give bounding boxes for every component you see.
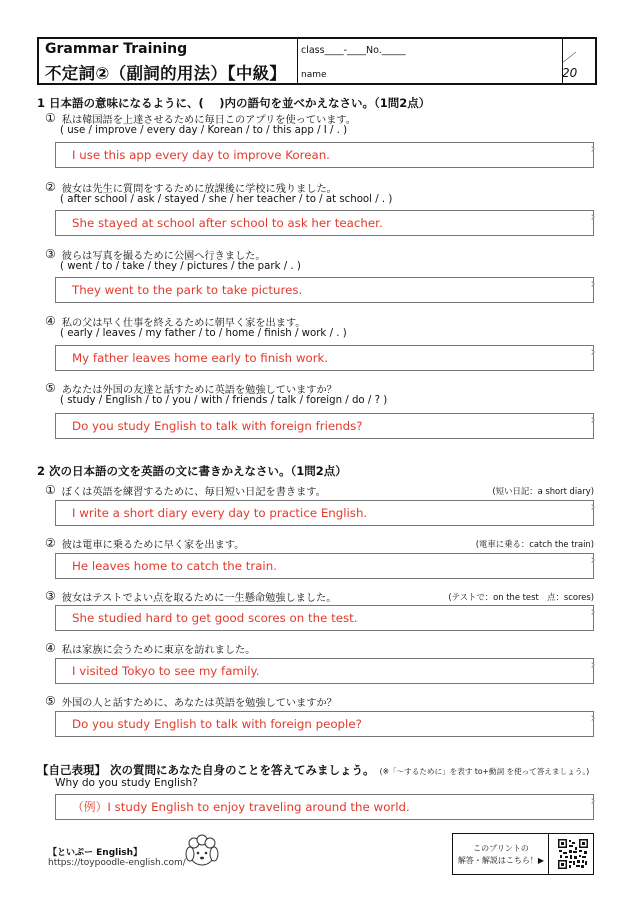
section3-note: (※「～するために」を表す to+動詞 を使って答えましょう。) bbox=[379, 767, 590, 776]
s1-q2-words: ( after school / ask / stayed / she / her teacher / to / at school / . ) bbox=[60, 194, 393, 205]
self-expression-question: Why do you study English? bbox=[55, 777, 198, 789]
number-badge: ④ bbox=[45, 641, 56, 655]
site-url[interactable]: https://toypoodle-english.com/ bbox=[48, 858, 186, 868]
name-label: name bbox=[301, 70, 327, 80]
score-cell bbox=[562, 39, 595, 83]
brand-name: 【といぷー English】 bbox=[48, 848, 143, 858]
class-name-cell bbox=[297, 39, 563, 83]
section3-heading-row bbox=[37, 759, 589, 778]
s1-q5-japanese: ⑤ あなたは外国の友達と話すために英語を勉強していますか？ bbox=[45, 381, 337, 396]
s2-q3-answer-box[interactable]: She studied hard to get good scores on the test. bbox=[55, 605, 594, 631]
s1-q2-japanese: ② 彼女は先生に質問をするために放課後に学校に残りました。 bbox=[45, 180, 337, 195]
s2-q5-japanese: ⑤ 外国の人と話すために、あなたは英語を勉強していますか？ bbox=[45, 694, 337, 709]
qr-code-icon[interactable] bbox=[557, 838, 589, 874]
number-badge: ⑤ bbox=[45, 694, 56, 708]
score-total: ／20 bbox=[562, 51, 578, 80]
s1-q3-japanese: ③ 彼らは写真を撮るために公園へ行きました。 bbox=[45, 247, 266, 262]
self-expression-answer-box[interactable]: （例）I study English to enjoy traveling around the world. bbox=[55, 794, 594, 820]
title-english: Grammar Training bbox=[45, 41, 188, 57]
number-badge: ② bbox=[45, 180, 56, 194]
poodle-icon bbox=[182, 834, 222, 872]
s2-q4-answer-box[interactable]: I visited Tokyo to see my family. bbox=[55, 658, 594, 684]
section3-heading: 【自己表現】 次の質問にあなた自身のことを答えてみましょう。 bbox=[37, 763, 375, 777]
class-number-label: class____-____No._____ bbox=[301, 45, 406, 56]
s2-q3-japanese: ③ 彼女はテストでよい点を取るために一生懸命勉強しました。 bbox=[45, 589, 337, 604]
number-badge: ④ bbox=[45, 314, 56, 328]
s1-q1-answer-box[interactable]: I use this app every day to improve Korean. bbox=[55, 142, 594, 168]
s2-q1-japanese: ① ぼくは英語を練習するために、毎日短い日記を書きます。 bbox=[45, 483, 326, 498]
number-badge: ⑤ bbox=[45, 381, 56, 395]
s1-q4-words: ( early / leaves / my father / to / home / finish / work / . ) bbox=[60, 328, 347, 339]
title-japanese: 不定詞②（副詞的用法）【中級】 bbox=[45, 64, 287, 83]
number-badge: ③ bbox=[45, 589, 56, 603]
s1-q4-japanese: ④ 私の父は早く仕事を終えるために朝早く家を出ます。 bbox=[45, 314, 306, 329]
s2-q2-japanese: ② 彼は電車に乗るために早く家を出ます。 bbox=[45, 536, 245, 551]
s1-q5-words: ( study / English / to / you / with / friends / talk / foreign / do / ? ) bbox=[60, 395, 388, 406]
s1-q5-answer-box[interactable]: Do you study English to talk with foreign friends? bbox=[55, 413, 594, 439]
worksheet-header bbox=[37, 37, 597, 85]
s2-q3-hint: (テストで：on the test 点：scores) bbox=[448, 592, 594, 602]
s2-q1-hint: (短い日記：a short diary) bbox=[492, 486, 594, 496]
number-badge: ① bbox=[45, 483, 56, 497]
number-badge: ② bbox=[45, 536, 56, 550]
s1-q4-answer-box[interactable]: My father leaves home early to finish work. bbox=[55, 345, 594, 371]
s2-q1-answer-box[interactable]: I write a short diary every day to practice English. bbox=[55, 500, 594, 526]
s2-q4-japanese: ④ 私は家族に会うために東京を訪れました。 bbox=[45, 641, 256, 656]
section2-heading: 2 次の日本語の文を英語の文に書きかえなさい。（1問2点） bbox=[37, 464, 347, 478]
s1-q3-words: ( went / to / take / they / pictures / the park / . ) bbox=[60, 261, 301, 272]
number-badge: ③ bbox=[45, 247, 56, 261]
title-cell bbox=[39, 39, 298, 83]
s1-q1-words: ( use / improve / every day / Korean / to / this app / I / . ) bbox=[60, 125, 348, 136]
answer-link-text: このプリントの 解答・解説はこちら！▶ bbox=[457, 844, 545, 865]
s1-q3-answer-box[interactable]: They went to the park to take pictures. bbox=[55, 277, 594, 303]
s2-q2-answer-box[interactable]: He leaves home to catch the train. bbox=[55, 553, 594, 579]
section1-heading: 1 日本語の意味になるように、( )内の語句を並べかえなさい。（1問2点） bbox=[37, 96, 431, 110]
s1-q2-answer-box[interactable]: She stayed at school after school to ask her teacher. bbox=[55, 210, 594, 236]
s2-q2-hint: (電車に乗る：catch the train) bbox=[475, 539, 594, 549]
answer-link-box[interactable] bbox=[452, 833, 594, 875]
s2-q5-answer-box[interactable]: Do you study English to talk with foreign people? bbox=[55, 711, 594, 737]
divider bbox=[548, 834, 549, 874]
number-badge: ① bbox=[45, 111, 56, 125]
s1-q1-japanese: ① 私は韓国語を上達させるために毎日このアプリを使っています。 bbox=[45, 111, 356, 126]
